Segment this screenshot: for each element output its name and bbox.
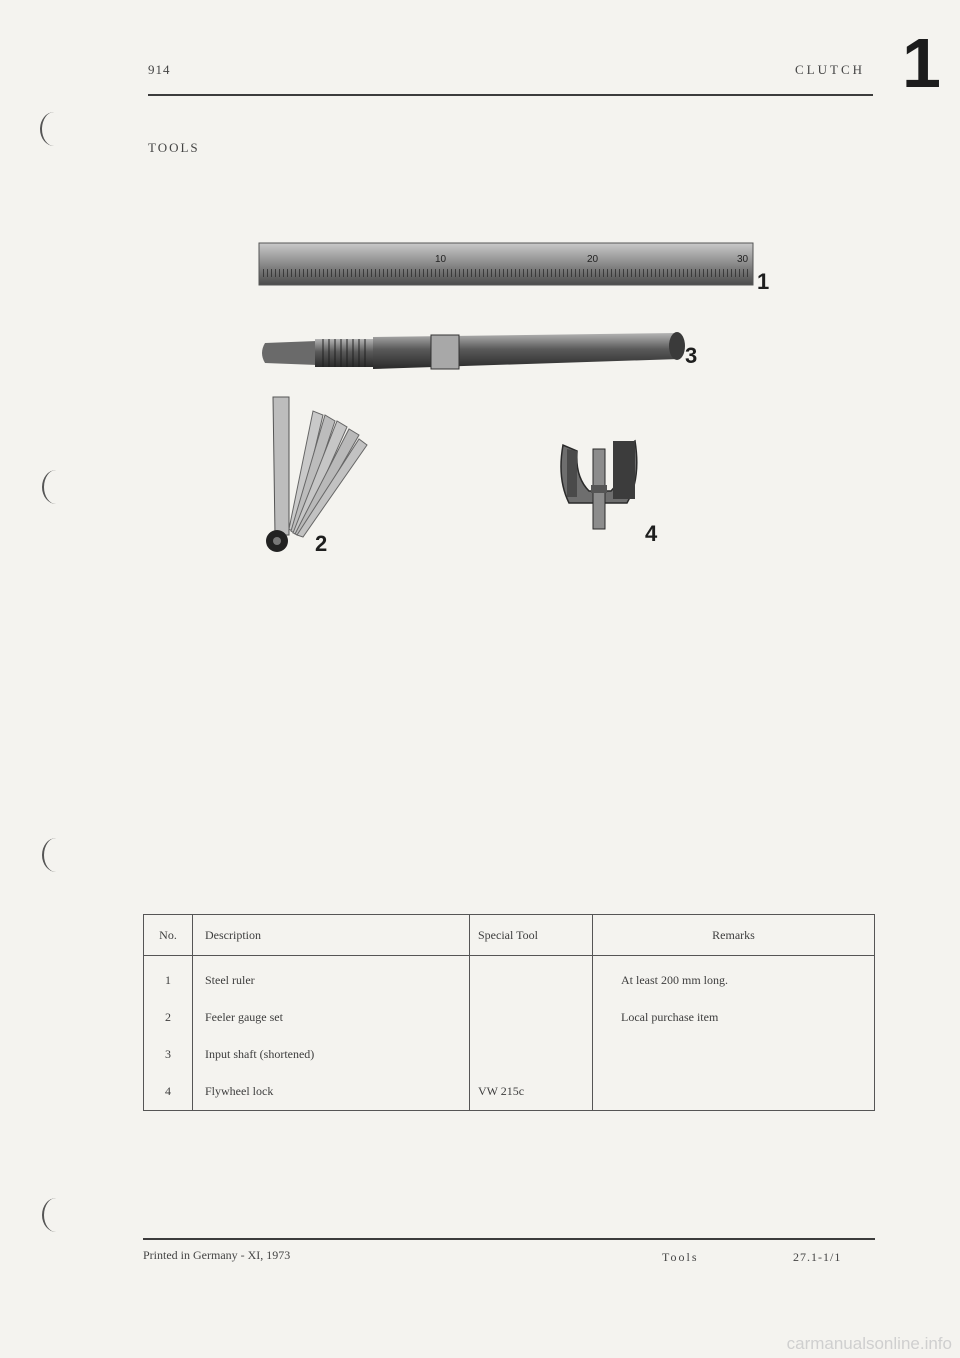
- watermark: carmanualsonline.info: [786, 1334, 952, 1353]
- binder-hole: [40, 112, 68, 146]
- binder-hole: [42, 838, 70, 872]
- group-title: CLUTCH: [795, 62, 865, 77]
- steel-ruler: [259, 243, 753, 285]
- printed-note: Printed in Germany - XI, 1973: [143, 1248, 291, 1262]
- table-row: [144, 956, 875, 1000]
- page-number: 27.1-1/1: [793, 1250, 842, 1264]
- callout-4: 4: [645, 521, 658, 546]
- tools-table: [143, 914, 875, 1111]
- row-remarks: Local purchase item: [593, 999, 875, 1036]
- binder-hole: [42, 470, 70, 504]
- section-title: TOOLS: [148, 140, 200, 155]
- tools-illustration: [255, 235, 770, 575]
- row-no: 4: [144, 1073, 193, 1111]
- row-description: Feeler gauge set: [193, 999, 470, 1036]
- binder-hole: [42, 1198, 70, 1232]
- feeler-gauge-set: [266, 397, 367, 552]
- row-no: 3: [144, 1036, 193, 1073]
- ruler-label: 30: [737, 254, 749, 265]
- header-description: Description: [193, 915, 470, 956]
- row-remarks: [593, 1036, 875, 1073]
- ruler-label: 10: [435, 254, 447, 265]
- header-remarks: Remarks: [593, 915, 875, 956]
- table-row: [144, 1036, 875, 1073]
- row-remarks: [593, 1073, 875, 1111]
- row-special-tool: [470, 999, 593, 1036]
- row-remarks: At least 200 mm long.: [593, 956, 875, 1000]
- input-shaft: [262, 332, 685, 369]
- footer-section: Tools: [662, 1250, 699, 1264]
- callout-2: 2: [315, 531, 328, 556]
- tools-figure: [255, 235, 755, 575]
- header-no: No.: [144, 915, 193, 956]
- row-description: Steel ruler: [193, 956, 470, 1000]
- header-rule: [148, 94, 873, 96]
- footer-rule: [143, 1238, 875, 1240]
- table-header-row: [144, 915, 875, 956]
- table-row: [144, 999, 875, 1036]
- callout-3: 3: [685, 343, 698, 368]
- row-description: Input shaft (shortened): [193, 1036, 470, 1073]
- callout-1: 1: [757, 269, 770, 294]
- flywheel-lock: [561, 441, 637, 529]
- row-special-tool: VW 215c: [470, 1073, 593, 1111]
- row-no: 1: [144, 956, 193, 1000]
- row-description: Flywheel lock: [193, 1073, 470, 1111]
- group-number: 1: [902, 24, 941, 102]
- ruler-label: 20: [587, 254, 599, 265]
- model-number: 914: [148, 62, 171, 77]
- table-row: [144, 1073, 875, 1111]
- row-special-tool: [470, 956, 593, 1000]
- header-special-tool: Special Tool: [470, 915, 593, 956]
- row-no: 2: [144, 999, 193, 1036]
- row-special-tool: [470, 1036, 593, 1073]
